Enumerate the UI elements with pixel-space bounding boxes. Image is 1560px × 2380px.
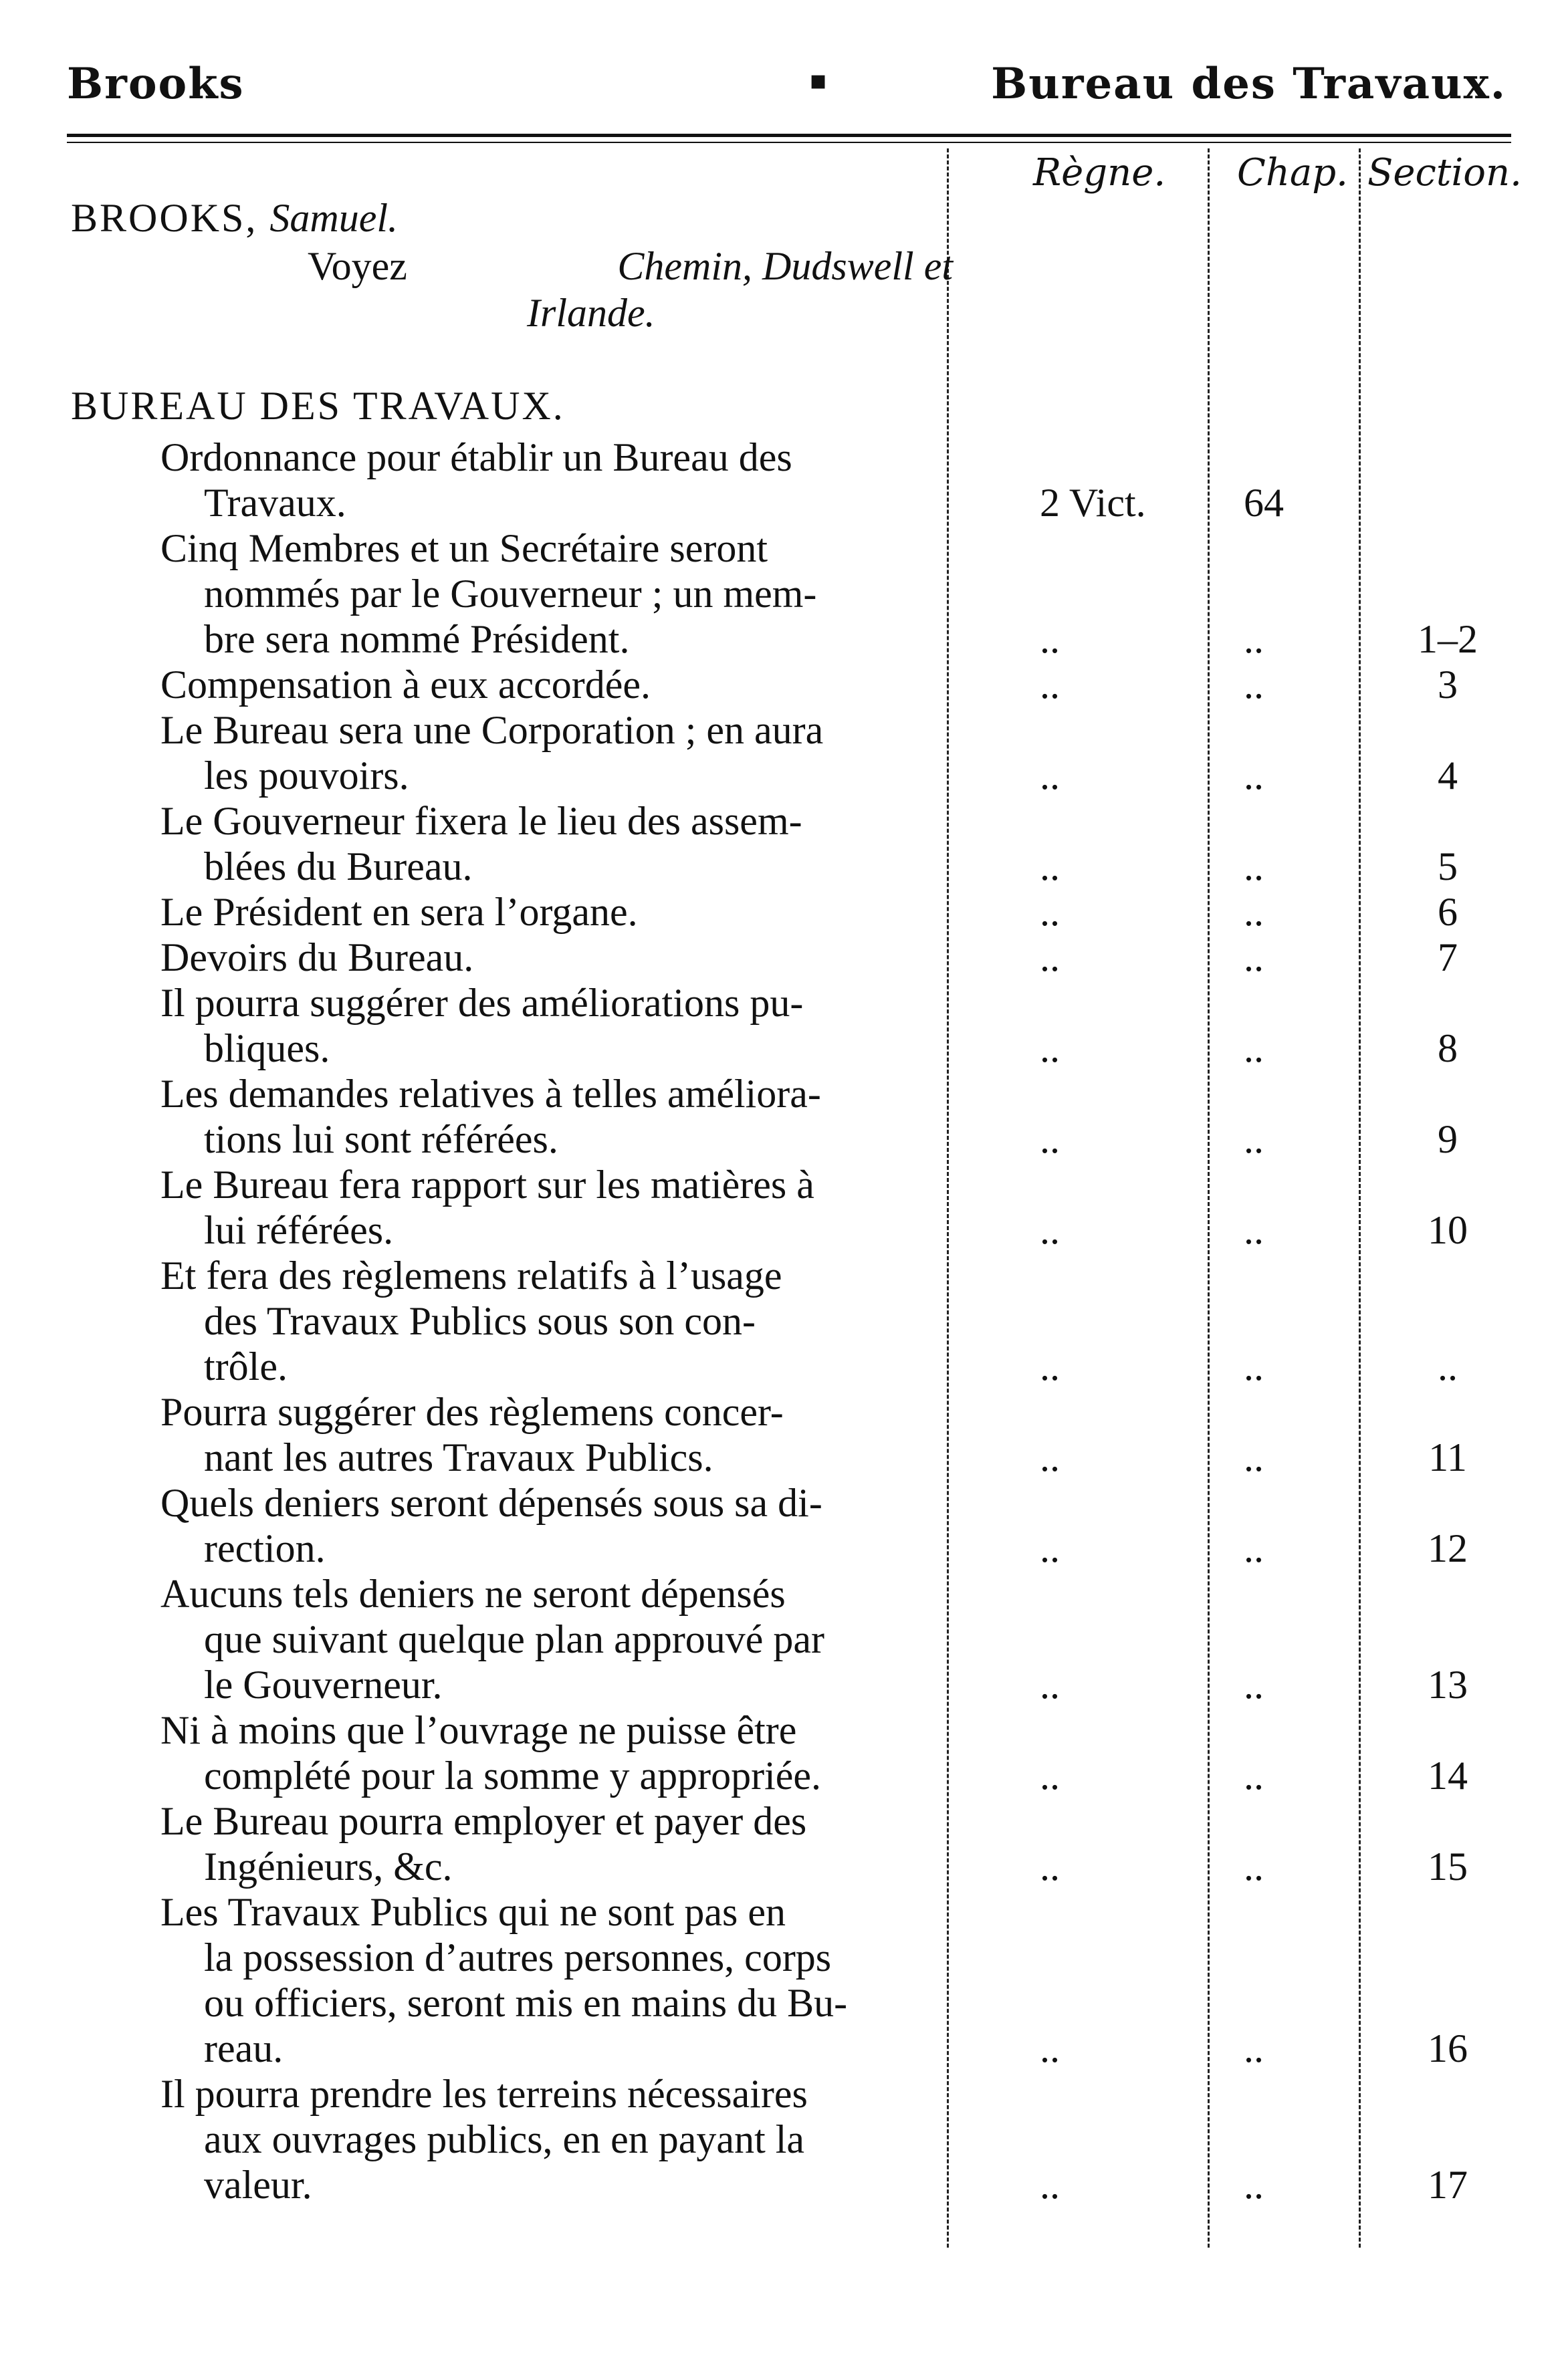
section-value: 4 bbox=[1438, 753, 1458, 798]
entry-text: Il pourra suggérer des améliorations pu- bbox=[160, 981, 804, 1025]
chap-value: .. bbox=[1244, 844, 1264, 888]
section-value: 5 bbox=[1438, 844, 1458, 888]
entry-text-continued: valeur. bbox=[204, 2163, 312, 2207]
entry-text-continued: blées du Bureau. bbox=[204, 844, 473, 888]
section-value: 8 bbox=[1438, 1026, 1458, 1070]
entry-text-continued: Ingénieurs, &c. bbox=[204, 1844, 453, 1889]
regne-value: 2 Vict. bbox=[1040, 481, 1146, 525]
section-value: 10 bbox=[1428, 1208, 1468, 1252]
entry-text: Et fera des règlemens relatifs à l’usage bbox=[160, 1254, 782, 1298]
entry-text-continued: Travaux. bbox=[204, 481, 346, 525]
running-head-left: Brooks bbox=[67, 59, 245, 109]
entry-text: Compensation à eux accordée. bbox=[160, 663, 651, 707]
chap-value: .. bbox=[1244, 1754, 1264, 1798]
regne-value: .. bbox=[1040, 1844, 1060, 1889]
regne-value: .. bbox=[1040, 617, 1060, 661]
section-value: 3 bbox=[1438, 663, 1458, 707]
entry-text-continued: tions lui sont référées. bbox=[204, 1117, 558, 1161]
section-value: 12 bbox=[1428, 1526, 1468, 1570]
entry-text: Les demandes relatives à telles améliora- bbox=[160, 1072, 821, 1116]
see-references: Chemin, Dudswell et bbox=[617, 244, 953, 288]
entry-text: Pourra suggérer des règlemens concer- bbox=[160, 1390, 784, 1434]
regne-value: .. bbox=[1040, 844, 1060, 888]
regne-value: .. bbox=[1040, 2026, 1060, 2070]
section-value: 1–2 bbox=[1418, 617, 1478, 661]
regne-value: .. bbox=[1040, 1435, 1060, 1479]
section-value: 13 bbox=[1428, 1663, 1468, 1707]
column-rule-regne bbox=[1208, 148, 1210, 2248]
chap-value: .. bbox=[1244, 1526, 1264, 1570]
chap-value: .. bbox=[1244, 2026, 1264, 2070]
entry-text: Cinq Membres et un Secrétaire seront bbox=[160, 526, 768, 570]
entry-text-continued: la possession d’autres personnes, corps bbox=[204, 1935, 832, 1980]
section-value: 9 bbox=[1438, 1117, 1458, 1161]
regne-value: .. bbox=[1040, 1663, 1060, 1707]
entry-text-continued: bliques. bbox=[204, 1026, 330, 1070]
entry-text-continued: aux ouvrages publics, en en payant la bbox=[204, 2117, 805, 2161]
column-rule-chap bbox=[1359, 148, 1361, 2248]
chap-value: .. bbox=[1244, 1026, 1264, 1070]
entry-text: Le Président en sera l’organe. bbox=[160, 890, 638, 934]
entry-text-continued: nommés par le Gouverneur ; un mem- bbox=[204, 572, 817, 616]
entry-text: Ni à moins que l’ouvrage ne puisse être bbox=[160, 1708, 797, 1752]
entry-text-continued: rection. bbox=[204, 1526, 326, 1570]
section-value: 15 bbox=[1428, 1844, 1468, 1889]
entry-text: Le Bureau pourra employer et payer des bbox=[160, 1799, 807, 1843]
running-head-mark: ▪ bbox=[809, 64, 829, 96]
regne-value: .. bbox=[1040, 1526, 1060, 1570]
chap-value: .. bbox=[1244, 753, 1264, 798]
column-head-chap: Chap. bbox=[1237, 151, 1348, 195]
entry-text-continued: lui référées. bbox=[204, 1208, 394, 1252]
chap-value: .. bbox=[1244, 2163, 1264, 2207]
section-value: 11 bbox=[1428, 1435, 1467, 1479]
entry-text-continued: le Gouverneur. bbox=[204, 1663, 443, 1707]
entry-text: Les Travaux Publics qui ne sont pas en bbox=[160, 1890, 786, 1934]
header-rule-thin bbox=[67, 142, 1511, 143]
regne-value: .. bbox=[1040, 1208, 1060, 1252]
section-value: .. bbox=[1438, 1344, 1458, 1389]
entry-text-continued: trôle. bbox=[204, 1344, 288, 1389]
regne-value: .. bbox=[1040, 935, 1060, 979]
entry-text-continued: des Travaux Publics sous son con- bbox=[204, 1299, 756, 1343]
entry-heading-bureau: BUREAU DES TRAVAUX. bbox=[71, 384, 565, 428]
chap-value: .. bbox=[1244, 1117, 1264, 1161]
entry-text-continued: reau. bbox=[204, 2026, 284, 2070]
chap-value: .. bbox=[1244, 1663, 1264, 1707]
heading-given-name: Samuel. bbox=[269, 196, 399, 240]
section-value: 16 bbox=[1428, 2026, 1468, 2070]
section-value: 7 bbox=[1438, 935, 1458, 979]
regne-value: .. bbox=[1040, 2163, 1060, 2207]
entry-text: Devoirs du Bureau. bbox=[160, 935, 474, 979]
entry-text-continued: ou officiers, seront mis en mains du Bu- bbox=[204, 1981, 848, 2025]
column-rule-text bbox=[947, 148, 949, 2248]
chap-value: .. bbox=[1244, 1344, 1264, 1389]
see-references-cont: Irlande. bbox=[527, 291, 655, 335]
entry-text-continued: les pouvoirs. bbox=[204, 753, 409, 798]
column-head-regne: Règne. bbox=[1033, 151, 1166, 195]
section-value: 17 bbox=[1428, 2163, 1468, 2207]
regne-value: .. bbox=[1040, 1026, 1060, 1070]
entry-text-continued: que suivant quelque plan approuvé par bbox=[204, 1617, 825, 1661]
column-head-section: Section. bbox=[1367, 151, 1522, 195]
chap-value: 64 bbox=[1244, 481, 1284, 525]
chap-value: .. bbox=[1244, 1435, 1264, 1479]
section-value: 6 bbox=[1438, 890, 1458, 934]
entry-text-continued: nant les autres Travaux Publics. bbox=[204, 1435, 713, 1479]
regne-value: .. bbox=[1040, 890, 1060, 934]
entry-text: Le Gouverneur fixera le lieu des assem- bbox=[160, 799, 802, 843]
entry-text: Le Bureau sera une Corporation ; en aura bbox=[160, 708, 824, 752]
heading-name: BROOKS, bbox=[71, 196, 258, 240]
header-rule bbox=[67, 134, 1511, 137]
chap-value: .. bbox=[1244, 1844, 1264, 1889]
see-word: Voyez bbox=[308, 244, 407, 288]
entry-text: Le Bureau fera rapport sur les matières à bbox=[160, 1163, 814, 1207]
cross-reference bbox=[308, 243, 953, 289]
entry-text-continued: complété pour la somme y appropriée. bbox=[204, 1754, 822, 1798]
running-head-right: Bureau des Travaux. bbox=[991, 59, 1507, 109]
entry-heading-brooks bbox=[71, 195, 398, 241]
regne-value: .. bbox=[1040, 663, 1060, 707]
entry-text: Il pourra prendre les terreins nécessaires bbox=[160, 2072, 808, 2116]
chap-value: .. bbox=[1244, 1208, 1264, 1252]
chap-value: .. bbox=[1244, 935, 1264, 979]
entry-text-continued: bre sera nommé Président. bbox=[204, 617, 630, 661]
regne-value: .. bbox=[1040, 753, 1060, 798]
chap-value: .. bbox=[1244, 890, 1264, 934]
section-value: 14 bbox=[1428, 1754, 1468, 1798]
entry-text: Aucuns tels deniers ne seront dépensés bbox=[160, 1572, 786, 1616]
entry-text: Quels deniers seront dépensés sous sa di- bbox=[160, 1481, 822, 1525]
regne-value: .. bbox=[1040, 1117, 1060, 1161]
chap-value: .. bbox=[1244, 617, 1264, 661]
entry-text: Ordonnance pour établir un Bureau des bbox=[160, 435, 792, 479]
regne-value: .. bbox=[1040, 1344, 1060, 1389]
regne-value: .. bbox=[1040, 1754, 1060, 1798]
chap-value: .. bbox=[1244, 663, 1264, 707]
